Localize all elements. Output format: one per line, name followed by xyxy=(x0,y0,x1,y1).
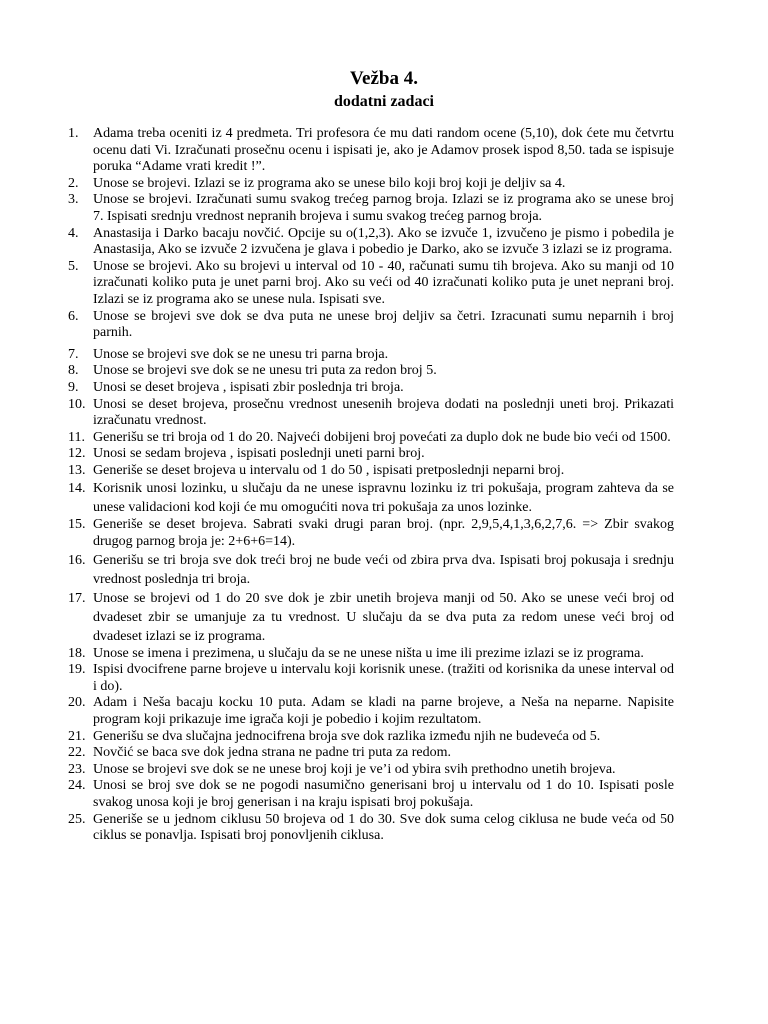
task-number: 8. xyxy=(68,363,79,379)
task-number: 13. xyxy=(68,462,86,478)
task-item-24 xyxy=(68,778,674,811)
task-text: Adama treba oceniti iz 4 predmeta. Tri profesora će mu dati random ocene (5,10), dok ćete mu četvrtu ocenu dati Vi. Izračunati prosečnu ocenu i ispisati je, ako je Adamov prosek ispod 8,50. tada se ispisuje poruka “Adame vrati kredit !”. xyxy=(93,126,674,175)
task-text: Unosi se broj sve dok se ne pogodi nasumično generisani broj u intervalu od 1 do 10. Ispisati posle svakog unosa koji je broj generisan i na kraju ispisati broj pokušaja. xyxy=(93,778,674,810)
task-number: 10. xyxy=(68,396,86,412)
task-text: Korisnik unosi lozinku, u slučaju da ne unese ispravnu lozinku iz tri pokušaja, program zahteva da se unese validacioni kod koji će mu omogućiti nova tri pokušaja za unos lozinke. xyxy=(93,481,674,516)
page-title: Vežba 4. xyxy=(350,68,418,89)
task-text: Generiše se u jednom ciklusu 50 brojeva od 1 do 30. Sve dok suma celog ciklusa ne bude veća od 50 ciklus se ponavlja. Ispisati broj ponovljenih ciklusa. xyxy=(93,811,674,844)
task-item-6 xyxy=(68,309,674,342)
task-text: Unose se brojevi sve dok se dva puta ne unese broj deljiv sa četri. Izracunati sumu neparnih i broj parnih. xyxy=(93,308,674,341)
task-text: Generišu se dva slučajna jednocifrena broja sve dok razlika između njih ne budeveća od 5. xyxy=(93,728,601,744)
task-text: Unose se brojevi. Ako su brojevi u interval od 10 - 40, računati sumu tih brojeva. Ako su manji od 10 izračunati koliko puta je unet parni broj. Ako su veći od 40 izračunati koliko puta je unet neprani broj. Izlazi se iz programa ako se unese nula. Ispisati sve. xyxy=(93,258,674,307)
task-item-5 xyxy=(68,259,674,309)
task-number: 15. xyxy=(68,517,86,533)
task-text: Unose se brojevi od 1 do 20 sve dok je zbir unetih brojeva manji od 50. Ako se unese veći broj od dvadeset zbir se umanjuje za tu vrednost. U slučaju da se dva puta za redom unese veći broj od dvadeset izlazi se iz programa. xyxy=(93,590,674,644)
task-number: 21. xyxy=(68,728,86,744)
task-text: Unose se brojevi sve dok se ne unesu tri puta za redon broj 5. xyxy=(93,363,437,379)
task-item-16 xyxy=(68,551,674,589)
task-list xyxy=(68,126,674,845)
task-text: Unose se imena i prezimena, u slučaju da se ne unese ništa u ime ili prezime izlazi se iz programa. xyxy=(93,645,644,661)
task-number: 4. xyxy=(68,225,79,241)
task-text: Unosi se deset brojeva, prosečnu vrednost unesenih brojeva dodati na poslednji uneti broj. Prikazati izračunatu vrednost. xyxy=(93,396,674,429)
task-number: 12. xyxy=(68,446,86,462)
task-number: 20. xyxy=(68,695,86,711)
task-item-2 xyxy=(68,176,674,193)
task-text: Adam i Neša bacaju kocku 10 puta. Adam se kladi na parne brojeve, a Neša na neparne. Napisite program koji prikazuje ime igrača koji je pobedio i kojim rezultatom. xyxy=(93,695,674,728)
task-number: 6. xyxy=(68,308,79,324)
page-subtitle: dodatni zadaci xyxy=(333,93,434,110)
task-text: Unose se brojevi. Izlazi se iz programa ako se unese bilo koji broj koji je deljiv sa 4. xyxy=(93,175,566,191)
task-text: Ispisi dvocifrene parne brojeve u intervalu koji korisnik unese. (tražiti od korisnika da unese interval od i do). xyxy=(93,662,674,694)
task-text: Generišu se tri broja sve dok treći broj ne bude veći od zbira prva dva. Ispisati broj pokusaja i srednju vrednost poslednja tri broja. xyxy=(93,552,674,587)
task-item-22 xyxy=(68,745,674,762)
task-number: 5. xyxy=(68,258,79,274)
task-number: 11. xyxy=(68,429,85,445)
task-text: Novčić se baca sve dok jedna strana ne padne tri puta za redom. xyxy=(93,745,452,761)
task-text: Anastasija i Darko bacaju novčić. Opcije su o(1,2,3). Ako se izvuče 1, izvučeno je pismo i pobedila je Anastasija, Ako se izvuče 2 izvučena je glava i pobedio je Darko, ako se izvuče 3 izlazi se iz programa. xyxy=(93,225,674,258)
task-text: Unose se brojevi. Izračunati sumu svakog trećeg parnog broja. Izlazi se iz programa ako se unese broj 7. Ispisati srednju vrednost nepranih brojeva i sumu svakog trećeg parnog broja. xyxy=(93,192,674,224)
task-item-14 xyxy=(68,479,674,517)
task-item-17 xyxy=(68,589,674,646)
task-text: Generiše se deset brojeva u intervalu od 1 do 50 , ispisati pretposlednji neparni broj. xyxy=(93,462,565,478)
task-number: 2. xyxy=(68,175,79,191)
task-text: Unose se brojevi sve dok se ne unesu tri parna broja. xyxy=(93,346,389,362)
task-number: 16. xyxy=(68,552,86,568)
task-item-9 xyxy=(68,380,674,397)
task-text: Unose se brojevi sve dok se ne unese broj koji je ve’i od ybira svih prethodno unetih brojeva. xyxy=(93,761,616,777)
task-number: 18. xyxy=(68,645,86,661)
task-item-18 xyxy=(68,646,674,663)
task-text: Unosi se deset brojeva , ispisati zbir poslednja tri broja. xyxy=(93,379,404,395)
task-item-21 xyxy=(68,729,674,746)
task-number: 17. xyxy=(68,590,86,606)
task-item-11 xyxy=(68,430,674,447)
task-text: Generišu se tri broja od 1 do 20. Najveći dobijeni broj povećati za duplo dok ne bude bio veći od 1500. xyxy=(93,429,671,445)
task-item-3 xyxy=(68,192,674,225)
task-item-15 xyxy=(68,517,674,550)
task-number: 23. xyxy=(68,761,86,777)
task-number: 1. xyxy=(68,126,79,141)
task-number: 3. xyxy=(68,192,79,208)
task-number: 19. xyxy=(68,662,86,678)
task-item-8 xyxy=(68,363,674,380)
task-item-19 xyxy=(68,662,674,695)
task-text: Generiše se deset brojeva. Sabrati svaki drugi paran broj. (npr. 2,9,5,4,1,3,6,2,7,6. => Zbir svakog drugog parnog broja je: 2+6+6=14). xyxy=(93,517,674,550)
task-item-13 xyxy=(68,463,674,480)
task-item-20 xyxy=(68,695,674,728)
task-item-23 xyxy=(68,762,674,779)
task-number: 25. xyxy=(68,811,86,827)
task-item-1 xyxy=(68,126,674,176)
task-item-25 xyxy=(68,812,674,845)
task-number: 7. xyxy=(68,346,79,362)
task-text: Unosi se sedam brojeva , ispisati poslednji uneti parni broj. xyxy=(93,446,425,462)
task-number: 9. xyxy=(68,379,79,395)
task-number: 14. xyxy=(68,481,86,497)
task-item-12 xyxy=(68,446,674,463)
task-item-7 xyxy=(68,347,674,364)
task-number: 24. xyxy=(68,778,86,794)
task-item-4 xyxy=(68,226,674,259)
task-number: 22. xyxy=(68,745,86,761)
task-item-10 xyxy=(68,397,674,430)
